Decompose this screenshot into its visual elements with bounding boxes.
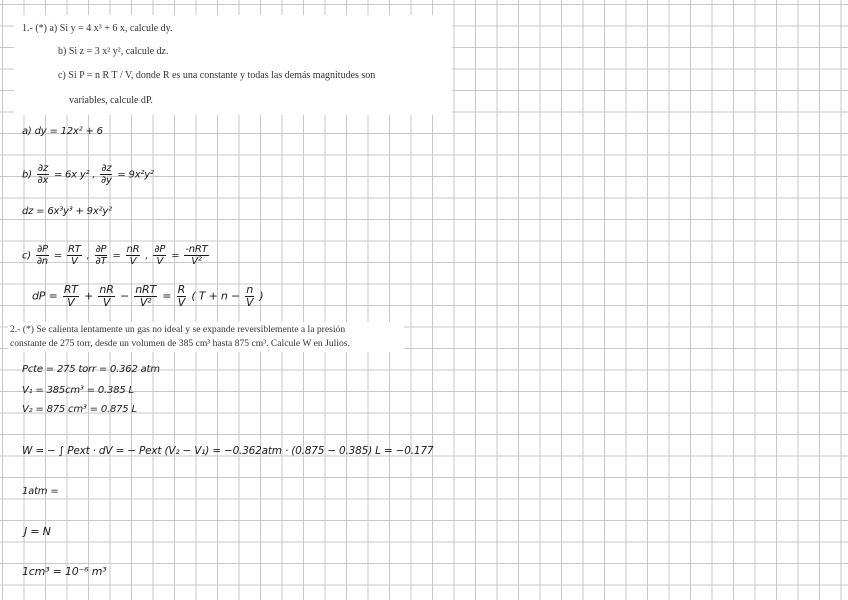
answer-1c-label: c) (22, 250, 31, 262)
answer-2-atm-conversion: 1atm = (22, 486, 59, 497)
partial-z-y: $\frac{\partial z}{\partial y}$ (101, 163, 112, 186)
partial-p-t-value: $\frac{nR}{V}$ (126, 244, 140, 267)
problem-1-text (14, 15, 452, 115)
partial-p-t: $\frac{\partial P}{\partial T}$ (95, 244, 107, 267)
answer-1a: a) dy = 12x² + 6 (22, 126, 103, 137)
answer-2-v1: V₁ = 385cm³ = 0.385 L (22, 385, 134, 396)
problem-1-part-c-cont: variables, calcule dP. (69, 95, 153, 106)
term-r-v: $\frac{R}{V}$ (177, 283, 186, 310)
answer-1b-total: dz = 6x³y³ + 9x²y² (22, 206, 112, 217)
partial-p-v-value: $\frac{\text{-nRT}}{\text{V²}}$ (185, 244, 208, 267)
problem-2-text (8, 322, 404, 352)
term-rt-v: $\frac{RT}{V}$ (63, 283, 78, 310)
partial-z-x-value: = 6x y² , (53, 169, 96, 181)
problem-2-line-2: constante de 275 torr, desde un volumen de 385 cm³ hasta 875 cm³. Calcule W en Julios. (10, 338, 350, 349)
answer-2-work: W = − ∫ Pext · dV = − Pext (V₂ − V₁) = −0.362atm · (0.875 − 0.385) L = −0.177 (22, 445, 434, 457)
problem-2-line-1: 2.- (*) Se calienta lentamente un gas no ideal y se expande reversiblemente a la presión (10, 324, 346, 335)
answer-1c-partials: c) $\frac{\partial P}{\partial n}$ = $\frac{RT}{V}$ , $\frac{\partial P}{\partial T}$ = $\frac{nR}{V}$ , $\frac{\partial P}{V}$ = $\frac{\text{-nRT}}{\text{V²}}$ (22, 244, 208, 267)
answer-2-v2: V₂ = 875 cm³ = 0.875 L (22, 404, 137, 415)
partial-z-x: $\frac{\partial z}{\partial x}$ (37, 163, 49, 186)
answer-1c-total: dP = $\frac{RT}{V}$ + $\frac{nR}{V}$ − $\frac{\text{nRT}}{\text{V²}}$ = $\frac{R}{V}$ ( T + n − $\frac{n}{V}$ ) (32, 283, 264, 310)
partial-p-n-value: $\frac{RT}{V}$ (67, 244, 81, 267)
answer-1b-label: b) (22, 169, 32, 181)
answer-1b-partials (22, 163, 154, 186)
problem-1-part-b: b) Si z = 3 x² y², calcule dz. (58, 46, 169, 57)
term-nr-v: $\frac{nR}{V}$ (99, 283, 114, 310)
term-nrt-v2: $\frac{\text{nRT}}{\text{V²}}$ (135, 283, 156, 310)
problem-1-part-a: 1.- (*) a) Si y = 4 x³ + 6 x, calcule dy. (22, 23, 173, 34)
answer-2-joule: J = N (24, 525, 51, 538)
partial-z-y-value: = 9x²y² (117, 169, 154, 181)
partial-p-n: $\frac{\partial P}{\partial n}$ (36, 244, 48, 267)
answer-2-pressure: Pcte = 275 torr = 0.362 atm (22, 364, 160, 375)
partial-p-v: $\frac{\partial P}{V}$ (154, 244, 166, 267)
term-n-v: $\frac{n}{V}$ (246, 283, 254, 310)
answer-2-volume-conversion: 1cm³ = 10⁻⁶ m³ (22, 565, 107, 578)
problem-1-part-c: c) Si P = n R T / V, donde R es una constante y todas las demás magnitudes son (58, 70, 376, 81)
